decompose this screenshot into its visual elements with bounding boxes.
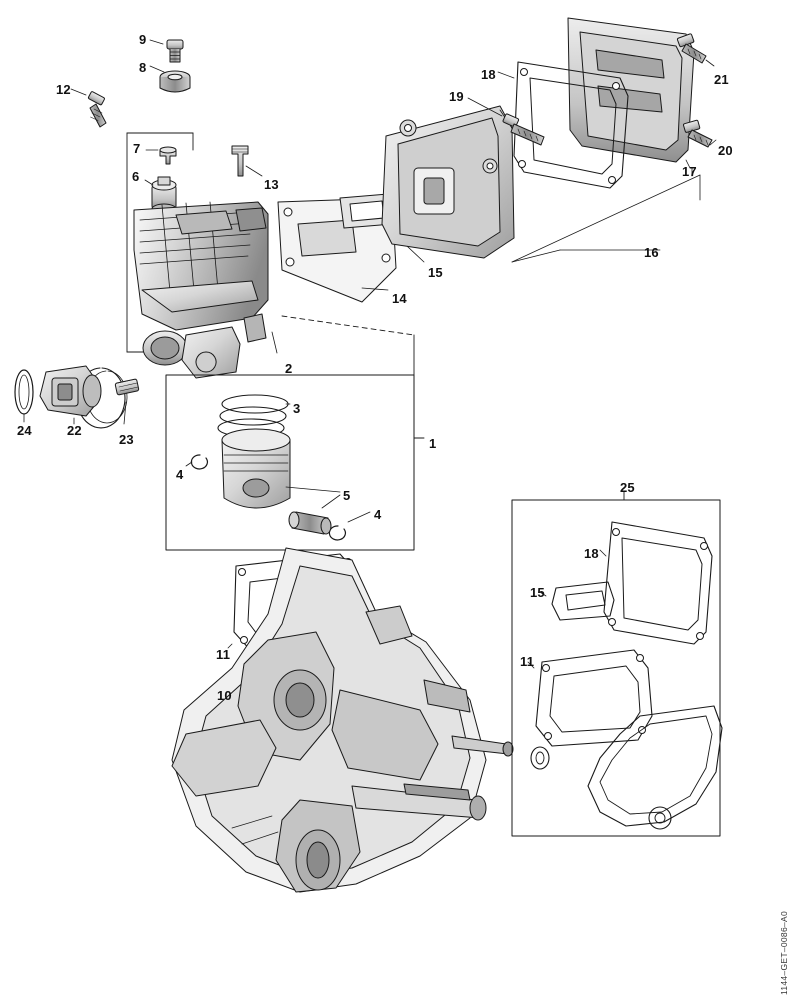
part-crankcase-gasket-outline-in-set — [531, 706, 722, 829]
callout-8: 8 — [139, 60, 147, 75]
callout-2: 2 — [285, 361, 293, 376]
part-25-gasket-set-box — [512, 492, 720, 836]
callout-12: 12 — [56, 82, 71, 97]
part-24-seal-ring — [15, 370, 33, 422]
part-2-cylinder — [134, 202, 277, 378]
part-15-gasket-in-set — [540, 582, 614, 620]
document-id: 1144–GET–0086–A0 — [779, 911, 789, 995]
part-18-gasket-in-set — [600, 522, 712, 644]
part-8-washer — [150, 66, 190, 92]
part-9-screw — [150, 40, 183, 62]
callout-6: 6 — [132, 169, 140, 184]
callout-3: 3 — [293, 401, 301, 416]
callout-1: 1 — [429, 436, 437, 451]
callout-4-upper: 4 — [176, 467, 184, 482]
part-12-bolt — [71, 89, 106, 127]
callout-20: 20 — [718, 143, 733, 158]
part-11-gasket-in-set — [528, 650, 652, 746]
callout-18: 18 — [481, 67, 496, 82]
callout-24: 24 — [17, 423, 32, 438]
callout-10: 10 — [217, 688, 232, 703]
callout-13: 13 — [264, 177, 279, 192]
callout-4-lower: 4 — [374, 507, 382, 522]
part-13-fitting — [232, 146, 262, 176]
callout-14: 14 — [392, 291, 407, 306]
callout-5: 5 — [343, 488, 351, 503]
callout-16: 16 — [644, 245, 659, 260]
callout-21: 21 — [714, 72, 729, 87]
callout-11-left: 11 — [216, 647, 231, 662]
part-22-intake-boot — [40, 366, 101, 424]
callout-9: 9 — [139, 32, 147, 47]
callout-7: 7 — [133, 141, 141, 156]
part-17-muffler-cover — [568, 18, 694, 176]
callout-23: 23 — [119, 432, 134, 447]
callout-19: 19 — [449, 89, 464, 104]
callout-17: 17 — [682, 164, 697, 179]
crankcase-assembly — [172, 548, 513, 892]
callout-15-set: 15 — [530, 585, 545, 600]
callout-25: 25 — [620, 480, 635, 495]
part-7-decompression-valve — [146, 147, 176, 164]
callout-11-set: 11 — [520, 654, 535, 669]
callout-22: 22 — [67, 423, 82, 438]
callout-18-set: 18 — [584, 546, 599, 561]
callout-15: 15 — [428, 265, 443, 280]
part-2-piston — [222, 429, 340, 508]
